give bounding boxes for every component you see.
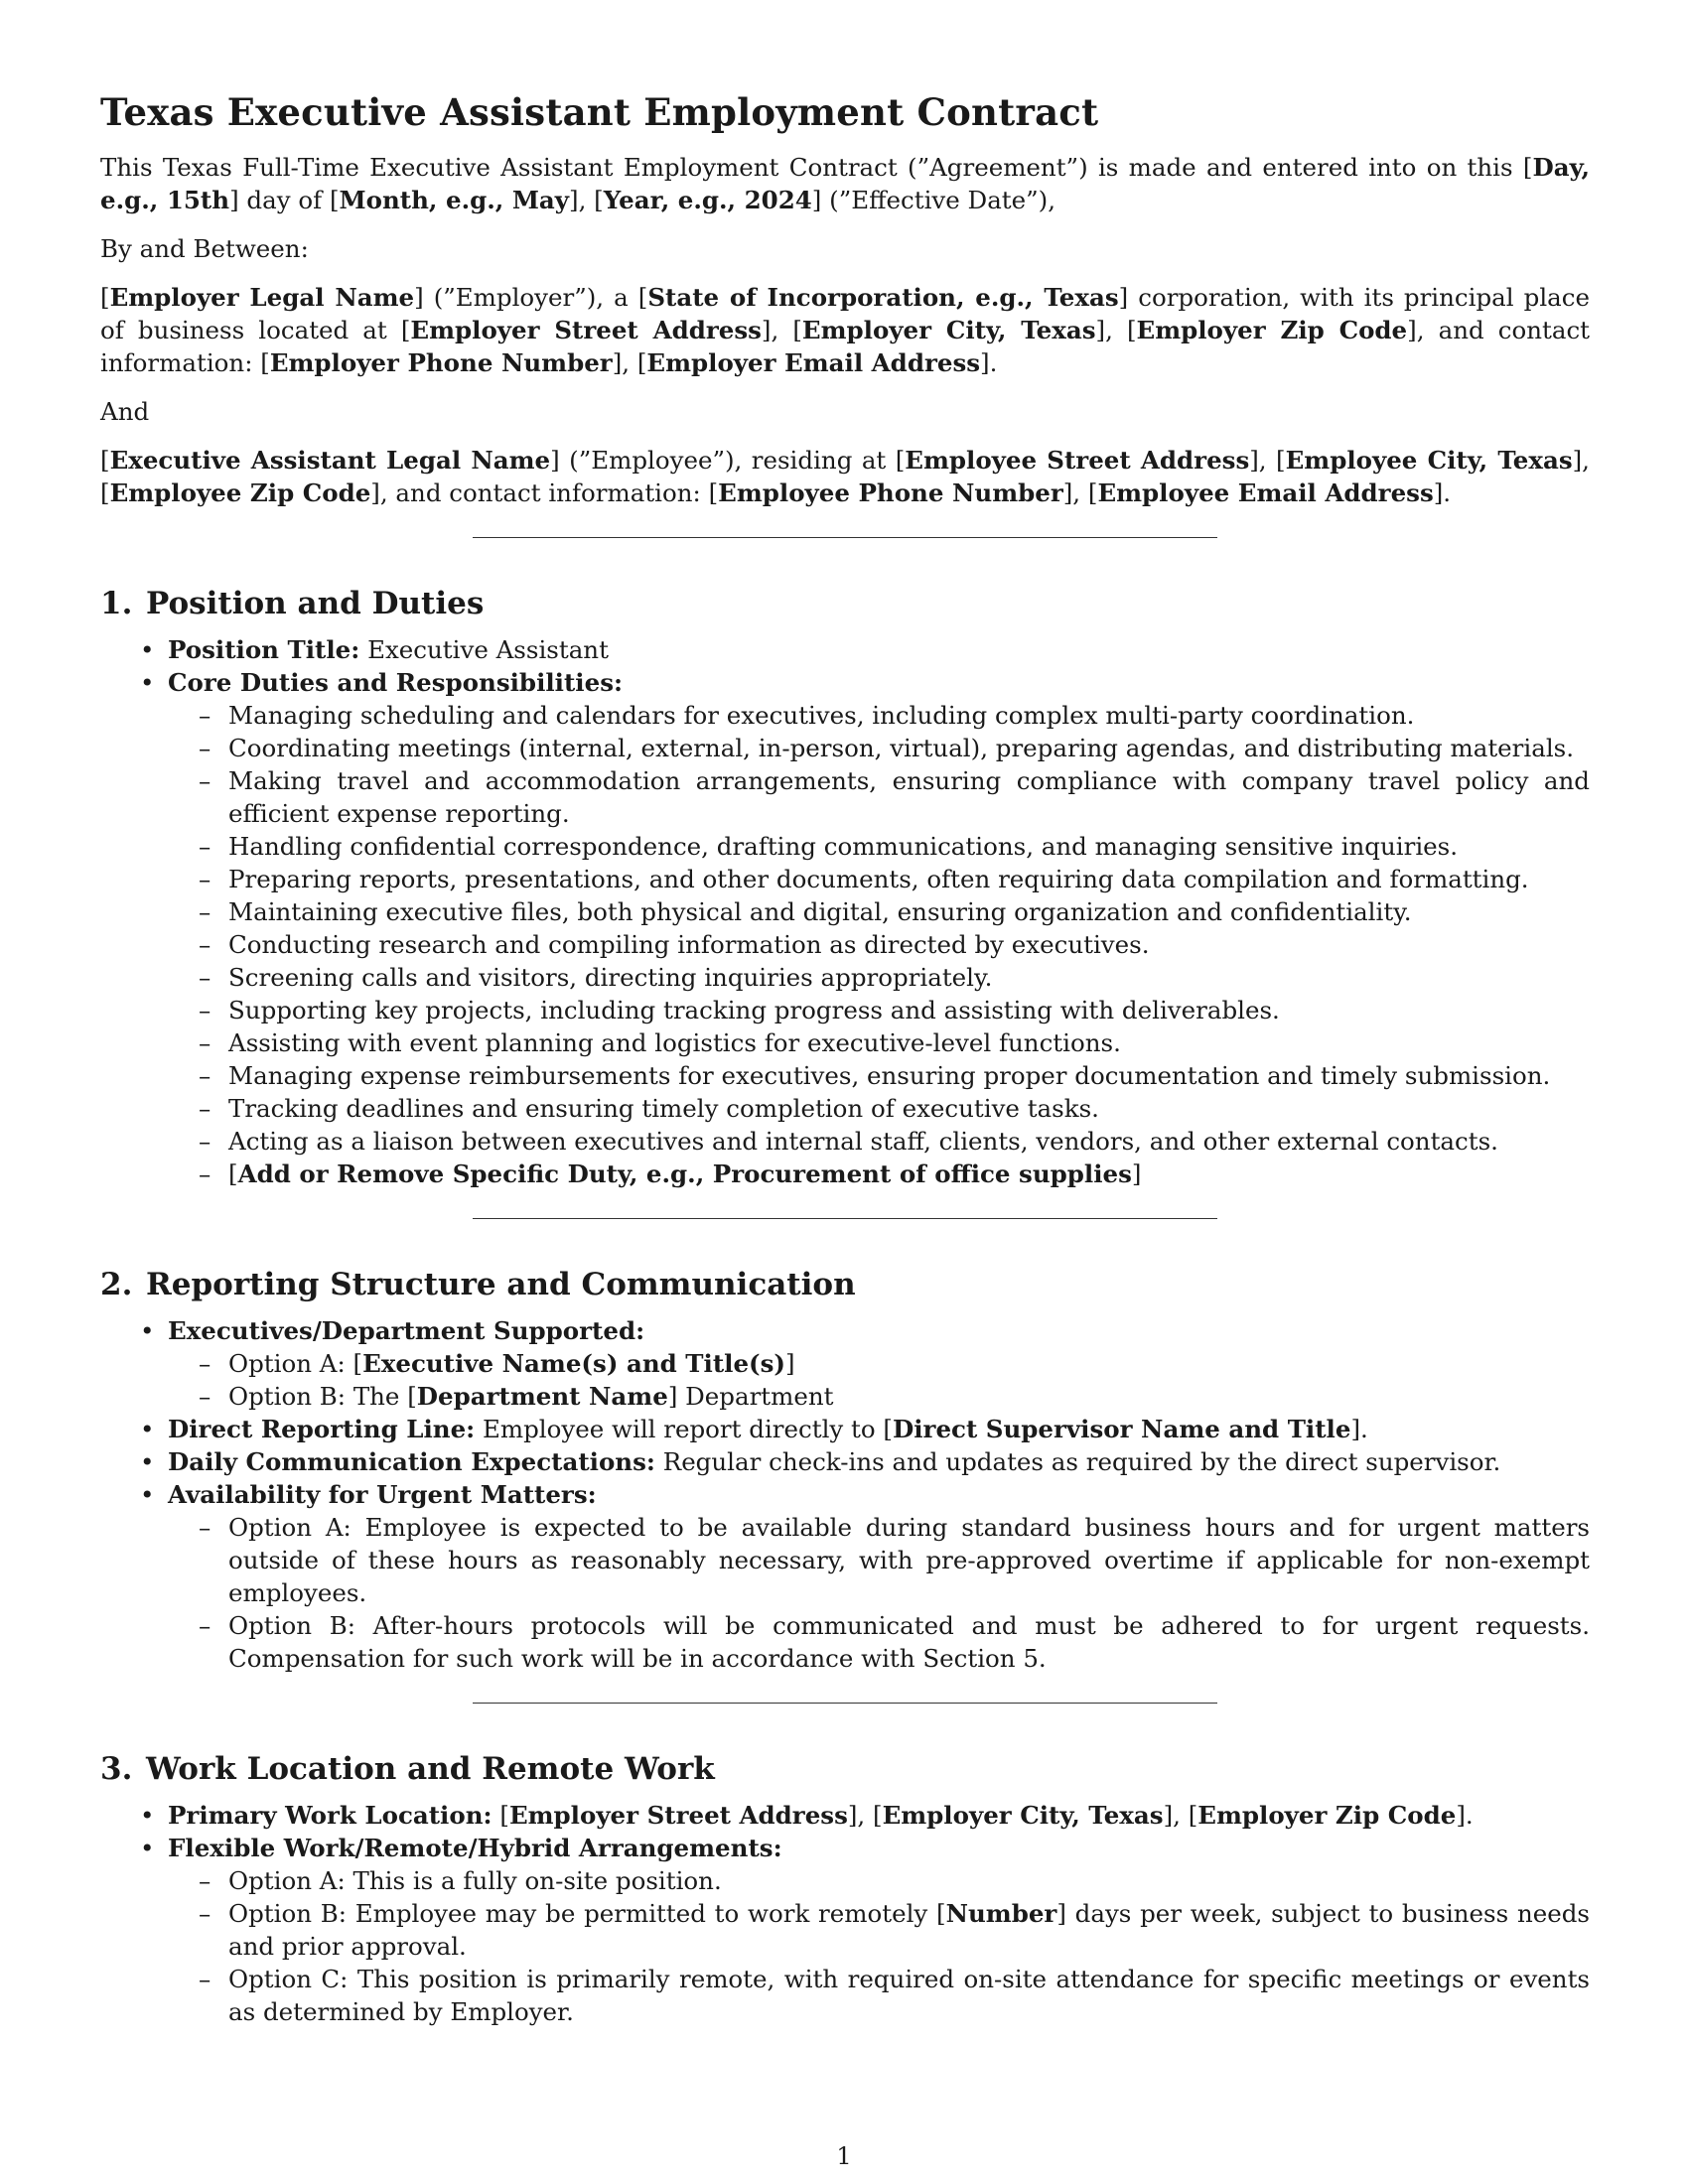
section-1-list bbox=[100, 633, 1590, 1190]
duty-item: – Managing expense reimbursements for executives, ensuring proper documentation and timely submission. bbox=[228, 1059, 1590, 1092]
option-item: – Option B: After-hours protocols will be communicated and must be adhered to for urgent requests. Compensation for such work will be in accordance with Section 5. bbox=[228, 1609, 1590, 1675]
list-item: • Primary Work Location: [Employer Street Address], [Employer City, Texas], [Employer Zip Code]. bbox=[168, 1799, 1590, 1832]
duty-item: – Conducting research and compiling information as directed by executives. bbox=[228, 928, 1590, 961]
section-3-heading: 3. Work Location and Remote Work bbox=[100, 1751, 715, 1787]
document-title: Texas Executive Assistant Employment Contract bbox=[100, 90, 1099, 134]
employer-street-placeholder: Employer Street Address bbox=[410, 316, 762, 344]
duty-item: – Screening calls and visitors, directing inquiries appropriately. bbox=[228, 961, 1590, 994]
year-placeholder: Year, e.g., 2024 bbox=[603, 186, 812, 214]
section-1-heading: 1. Position and Duties bbox=[100, 586, 485, 621]
option-item: – Option B: Employee may be permitted to work remotely [Number] days per week, subject to business needs and prior approval. bbox=[228, 1897, 1590, 1963]
employee-zip-placeholder: Employee Zip Code bbox=[109, 478, 371, 507]
employer-paragraph: [Employer Legal Name] (”Employer”), a [State of Incorporation, e.g., Texas] corporation, with its principal place of business located at [Employer Street Address], [Employer City, Texas], [Employer Zip Code], and contact information: [Employer Phone Number], [Employer Email Address]. bbox=[100, 283, 1591, 377]
intro-paragraph: This Texas Full-Time Executive Assistant Employment Contract (”Agreement”) is made and entered into on this [Day, e.g., 15th] day of [Month, e.g., May], [Year, e.g., 2024] (”Effective Date”), bbox=[100, 153, 1590, 214]
employer-zip-placeholder: Employer Zip Code bbox=[1136, 316, 1408, 344]
document-page bbox=[100, 87, 1590, 2028]
option-item: – Option B: The [Department Name] Department bbox=[228, 1380, 1590, 1413]
section-divider bbox=[473, 1218, 1217, 1219]
option-item: – Option C: This position is primarily remote, with required on-site attendance for specific meetings or events as determined by Employer. bbox=[228, 1963, 1590, 2028]
duty-item: – Acting as a liaison between executives and internal staff, clients, vendors, and other external contacts. bbox=[228, 1125, 1590, 1158]
option-item: – Option A: [Executive Name(s) and Title(s)] bbox=[228, 1347, 1590, 1380]
section-3-list bbox=[100, 1799, 1590, 2028]
employer-state-placeholder: State of Incorporation, e.g., Texas bbox=[647, 283, 1119, 312]
employer-phone-placeholder: Employer Phone Number bbox=[269, 348, 613, 377]
custom-duty-item: – [Add or Remove Specific Duty, e.g., Procurement of office supplies] bbox=[228, 1158, 1590, 1190]
duty-item: – Preparing reports, presentations, and other documents, often requiring data compilation and formatting. bbox=[228, 863, 1590, 895]
option-item: – Option A: This is a fully on-site position. bbox=[228, 1864, 1590, 1897]
by-and-between: By and Between: bbox=[100, 234, 309, 263]
employee-city-placeholder: Employee City, Texas bbox=[1285, 446, 1573, 475]
list-item: • Position Title: Executive Assistant bbox=[168, 633, 1590, 666]
list-item: • Core Duties and Responsibilities: – Managing scheduling and calendars for executives, including complex multi-party coordination. – Coordinating meetings (internal, external, in-person, virtual), preparing agendas, and distributing materials. – Making travel and accommodation arrangements, ensuring compliance with company travel policy and efficient expense reporting. – Handling confidential correspondence, drafting communications, and managing sensitive inquiries. – Preparing reports, presentations, and other documents, often requiring data compilation and formatting. – Maintaining executive files, both physical and digital, ensuring organization and confidentiality. – Conducting research and compiling information as directed by executives. – Screening calls and visitors, directing inquiries appropriately. – Supporting key projects, including tracking progress and assisting with deliverables. – Assisting with event planning and logistics for executive-level functions. – Managing expense reimbursements for executives, ensuring proper documentation and timely submission. – Tracking deadlines and ensuring timely completion of executive tasks. – Acting as a liaison between executives and internal staff, clients, vendors, and other external contacts. – [Add or Remove Specific Duty, e.g., Procurement of office supplies] bbox=[168, 666, 1590, 1190]
section-divider bbox=[473, 537, 1217, 538]
duty-item: – Handling confidential correspondence, drafting communications, and managing sensitive inquiries. bbox=[228, 830, 1590, 863]
duty-item: – Making travel and accommodation arrangements, ensuring compliance with company travel policy and efficient expense reporting. bbox=[228, 764, 1590, 830]
section-2-heading: 2. Reporting Structure and Communication bbox=[100, 1267, 856, 1302]
section-2-list bbox=[100, 1314, 1590, 1675]
and-text: And bbox=[100, 397, 150, 426]
duty-item: – Coordinating meetings (internal, external, in-person, virtual), preparing agendas, and distributing materials. bbox=[228, 732, 1590, 764]
duty-item: – Maintaining executive files, both physical and digital, ensuring organization and confidentiality. bbox=[228, 895, 1590, 928]
section-divider bbox=[473, 1703, 1217, 1704]
employee-phone-placeholder: Employee Phone Number bbox=[718, 478, 1063, 507]
list-item: • Flexible Work/Remote/Hybrid Arrangements: – Option A: This is a fully on-site position. – Option B: Employee may be permitted to work remotely [Number] days per week, subject to business needs and prior approval. – Option C: This position is primarily remote, with required on-site attendance for specific meetings or events as determined by Employer. bbox=[168, 1832, 1590, 2028]
list-item: • Executives/Department Supported: – Option A: [Executive Name(s) and Title(s)] – Option B: The [Department Name] Department bbox=[168, 1314, 1590, 1413]
duty-item: – Managing scheduling and calendars for executives, including complex multi-party coordination. bbox=[228, 699, 1590, 732]
employer-name-placeholder: Employer Legal Name bbox=[109, 283, 415, 312]
options-list bbox=[168, 1347, 1590, 1413]
day-placeholder: Day, e.g., 15th bbox=[100, 153, 1590, 214]
employee-email-placeholder: Employee Email Address bbox=[1097, 478, 1434, 507]
duty-item: – Supporting key projects, including tracking progress and assisting with deliverables. bbox=[228, 994, 1590, 1026]
employee-street-placeholder: Employee Street Address bbox=[905, 446, 1250, 475]
option-item: – Option A: Employee is expected to be available during standard business hours and for urgent matters outside of these hours as reasonably necessary, with pre-approved overtime if applicable for non-exempt employees. bbox=[228, 1511, 1590, 1609]
page-number: 1 bbox=[836, 2142, 852, 2170]
employer-email-placeholder: Employer Email Address bbox=[646, 348, 981, 377]
employee-paragraph: [Executive Assistant Legal Name] (”Employee”), residing at [Employee Street Address], [Employee City, Texas], [Employee Zip Code], and contact information: [Employee Phone Number], [Employee Email Address]. bbox=[100, 446, 1590, 507]
duty-item: – Tracking deadlines and ensuring timely completion of executive tasks. bbox=[228, 1092, 1590, 1125]
duties-list bbox=[168, 699, 1590, 1190]
employee-name-placeholder: Executive Assistant Legal Name bbox=[109, 446, 551, 475]
options-list bbox=[168, 1511, 1590, 1675]
month-placeholder: Month, e.g., May bbox=[339, 186, 570, 214]
list-item: • Daily Communication Expectations: Regular check-ins and updates as required by the direct supervisor. bbox=[168, 1445, 1590, 1478]
employer-city-placeholder: Employer City, Texas bbox=[801, 316, 1096, 344]
duty-item: – Assisting with event planning and logistics for executive-level functions. bbox=[228, 1026, 1590, 1059]
list-item: • Availability for Urgent Matters: – Option A: Employee is expected to be available during standard business hours and for urgent matters outside of these hours as reasonably necessary, with pre-approved overtime if applicable for non-exempt employees. – Option B: After-hours protocols will be communicated and must be adhered to for urgent requests. Compensation for such work will be in accordance with Section 5. bbox=[168, 1478, 1590, 1675]
options-list bbox=[168, 1864, 1590, 2028]
list-item: • Direct Reporting Line: Employee will report directly to [Direct Supervisor Name and Title]. bbox=[168, 1413, 1590, 1445]
